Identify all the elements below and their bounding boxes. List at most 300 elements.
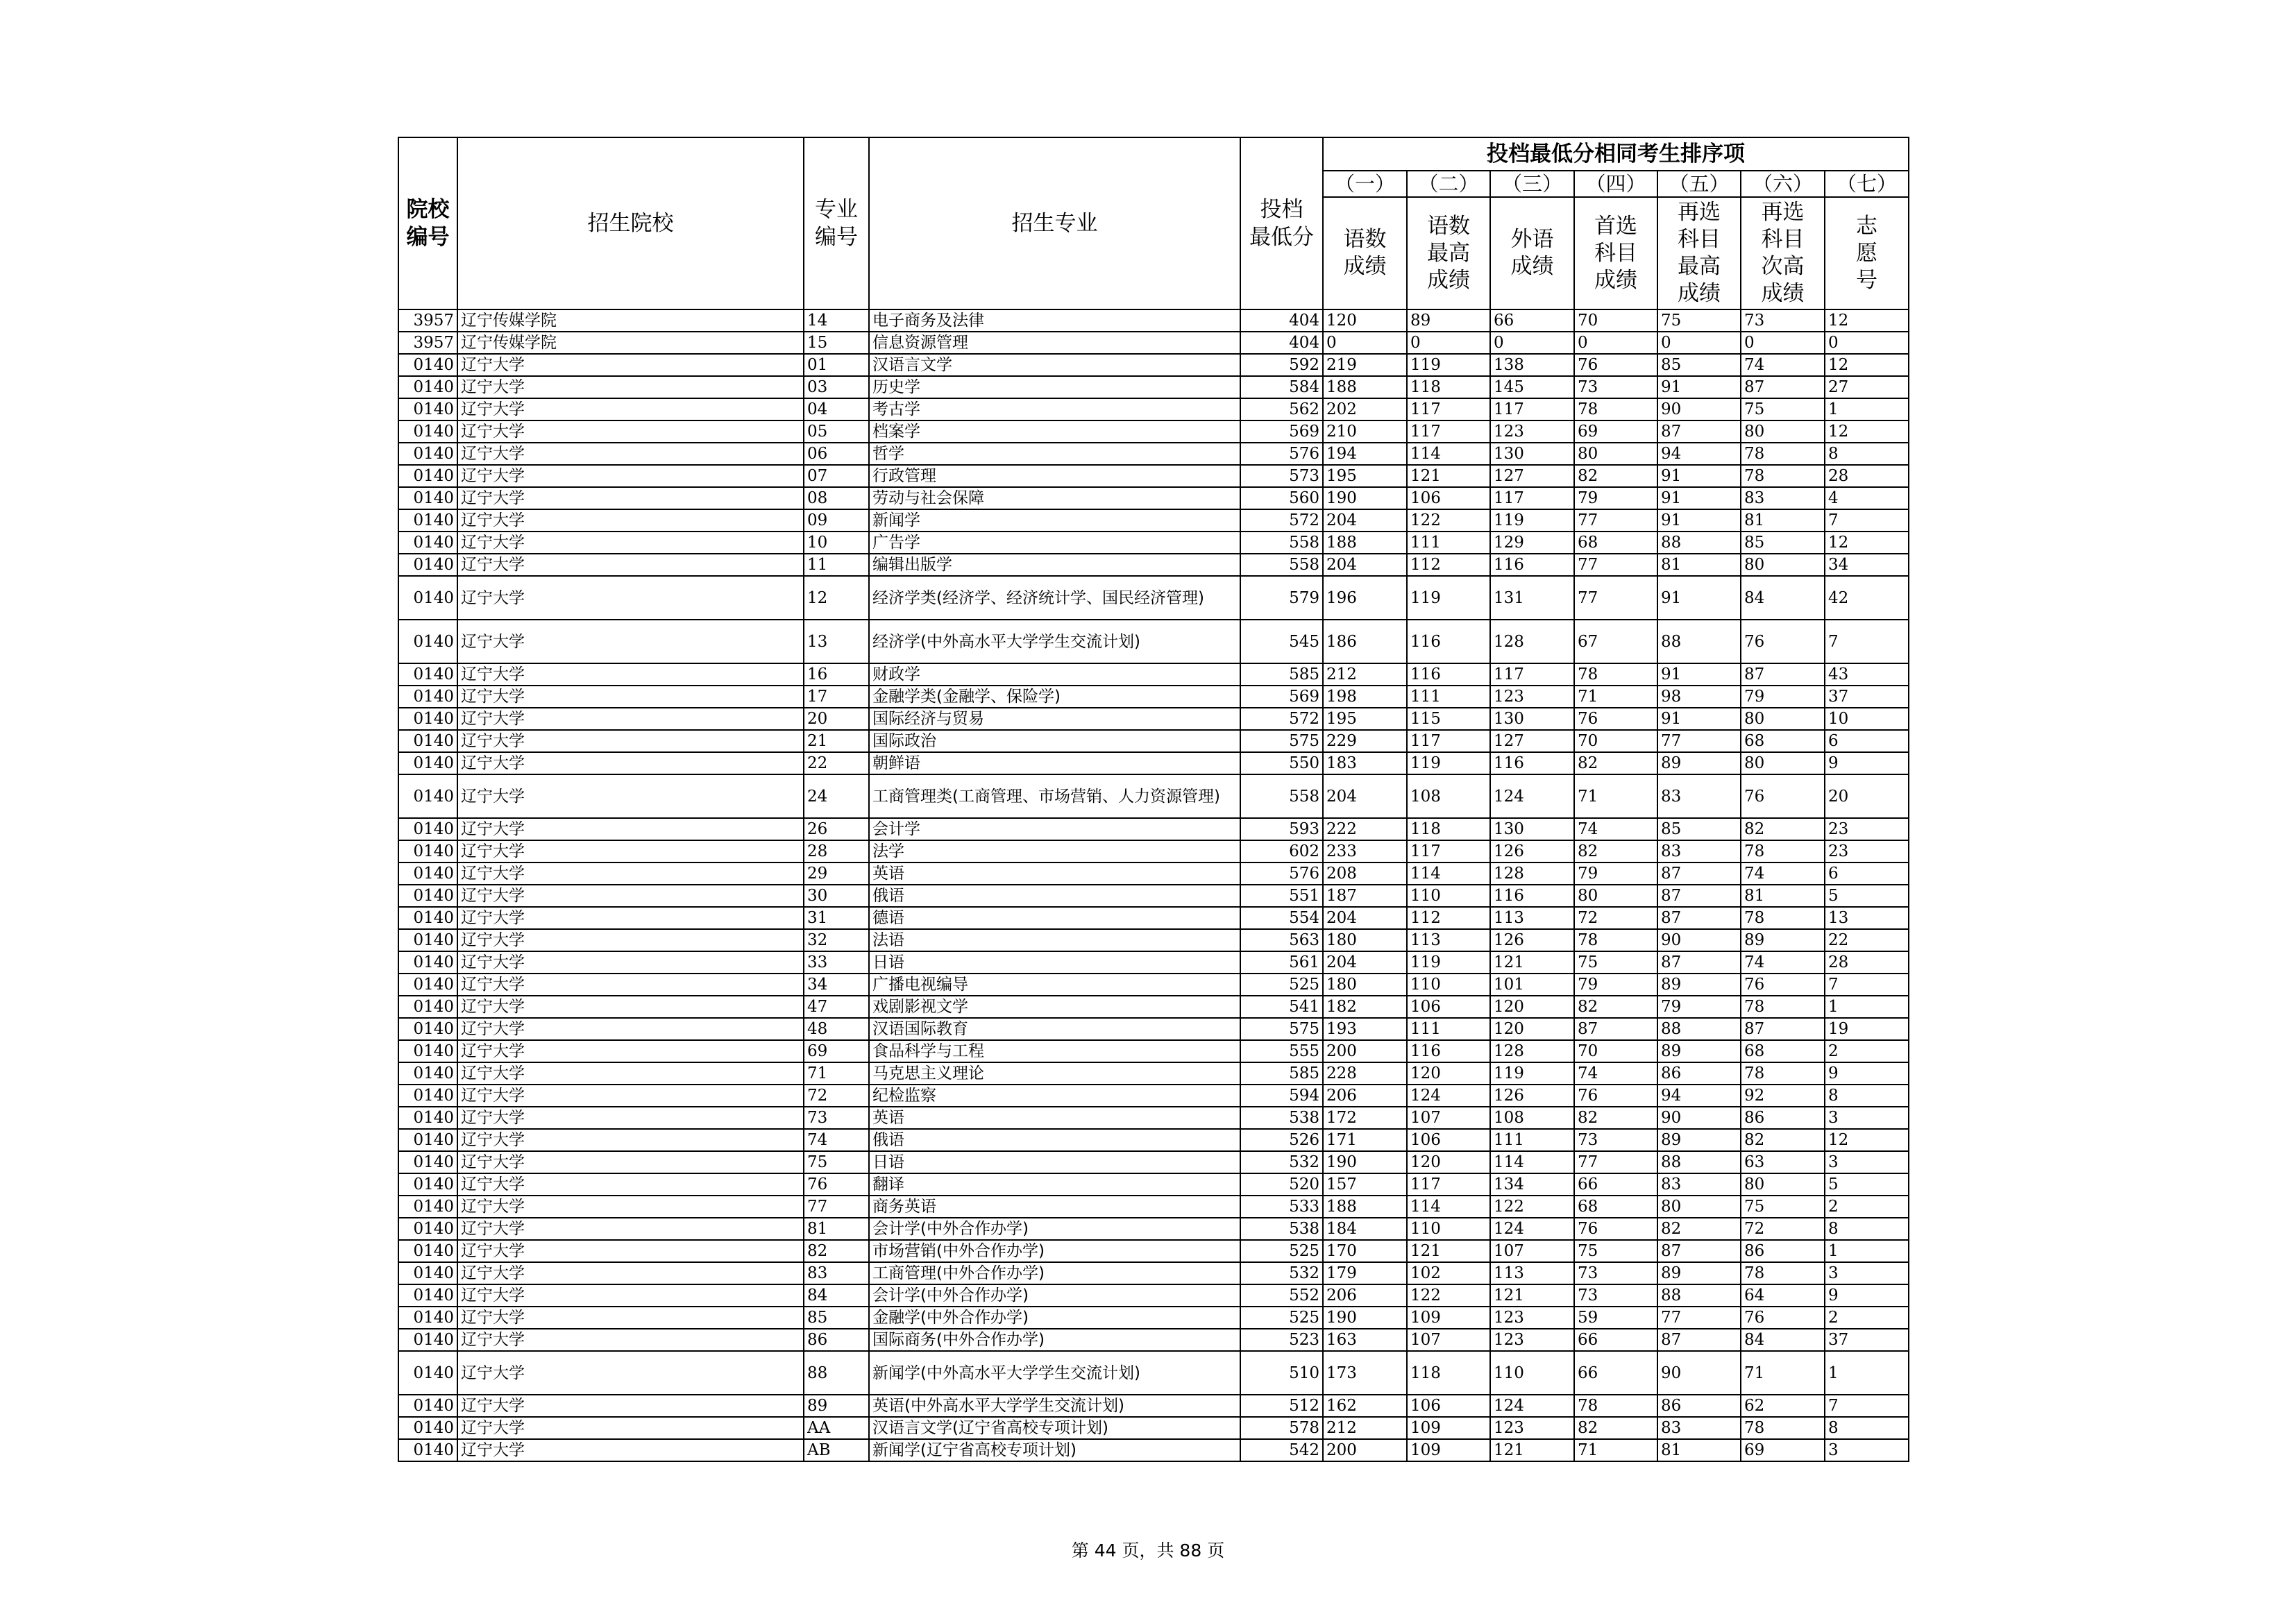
school-code-cell: 0140 [398,1173,457,1196]
order2-cell: 108 [1407,774,1490,818]
order6-cell: 78 [1741,443,1825,465]
order3-cell: 126 [1490,840,1574,863]
major-name-cell: 新闻学 [869,509,1240,532]
school-code-cell: 0140 [398,708,457,730]
order4-cell: 82 [1574,1107,1657,1129]
order2-cell: 120 [1407,1151,1490,1173]
table-row [398,1173,1909,1196]
school-code-cell: 0140 [398,863,457,885]
school-code-cell: 0140 [398,1196,457,1218]
order7-cell: 13 [1825,907,1909,929]
table-row [398,730,1909,752]
order5-cell: 98 [1657,686,1741,708]
school-name-cell: 辽宁大学 [457,465,804,487]
order3-cell: 124 [1490,774,1574,818]
table-row [398,1262,1909,1284]
order2-cell: 116 [1407,620,1490,663]
header-sub-2: 语数 最高 成绩 [1407,197,1490,309]
order1-cell: 188 [1323,532,1407,554]
major-code-cell: 33 [804,951,869,974]
order4-cell: 78 [1574,929,1657,951]
order2-cell: 120 [1407,1062,1490,1085]
order1-cell: 206 [1323,1284,1407,1307]
major-name-cell: 广告学 [869,532,1240,554]
order5-cell: 87 [1657,951,1741,974]
major-code-cell: 73 [804,1107,869,1129]
major-code-cell: 01 [804,354,869,376]
major-code-cell: 72 [804,1085,869,1107]
order4-cell: 73 [1574,1284,1657,1307]
order5-cell: 87 [1657,1240,1741,1262]
major-name-cell: 行政管理 [869,465,1240,487]
order6-cell: 81 [1741,885,1825,907]
order1-cell: 184 [1323,1218,1407,1240]
min-score-cell: 404 [1240,332,1323,354]
school-code-cell: 0140 [398,1085,457,1107]
header-sub-1: 语数 成绩 [1323,197,1407,309]
order3-cell: 131 [1490,576,1574,620]
school-code-cell: 0140 [398,554,457,576]
order5-cell: 90 [1657,398,1741,420]
school-code-cell: 0140 [398,1240,457,1262]
major-code-cell: 26 [804,818,869,840]
order5-cell: 91 [1657,663,1741,686]
order2-cell: 121 [1407,465,1490,487]
order7-cell: 42 [1825,576,1909,620]
school-code-cell: 0140 [398,951,457,974]
major-name-cell: 新闻学(辽宁省高校专项计划) [869,1439,1240,1461]
school-code-cell: 0140 [398,1395,457,1417]
min-score-cell: 573 [1240,465,1323,487]
major-code-cell: 05 [804,420,869,443]
order2-cell: 116 [1407,663,1490,686]
order1-cell: 204 [1323,951,1407,974]
order2-cell: 110 [1407,974,1490,996]
table-row [398,509,1909,532]
order4-cell: 74 [1574,818,1657,840]
order1-cell: 170 [1323,1240,1407,1262]
order1-cell: 163 [1323,1329,1407,1351]
min-score-cell: 584 [1240,376,1323,398]
order3-cell: 117 [1490,663,1574,686]
school-name-cell: 辽宁大学 [457,774,804,818]
order1-cell: 173 [1323,1351,1407,1395]
school-name-cell: 辽宁大学 [457,885,804,907]
table-row [398,1284,1909,1307]
order5-cell: 89 [1657,1040,1741,1062]
order3-cell: 119 [1490,509,1574,532]
order7-cell: 8 [1825,443,1909,465]
school-code-cell: 0140 [398,398,457,420]
order5-cell: 83 [1657,840,1741,863]
order2-cell: 119 [1407,354,1490,376]
order6-cell: 78 [1741,465,1825,487]
order5-cell: 89 [1657,974,1741,996]
school-name-cell: 辽宁大学 [457,840,804,863]
major-code-cell: 28 [804,840,869,863]
major-name-cell: 新闻学(中外高水平大学学生交流计划) [869,1351,1240,1395]
order5-cell: 87 [1657,863,1741,885]
order1-cell: 229 [1323,730,1407,752]
min-score-cell: 404 [1240,309,1323,332]
major-name-cell: 马克思主义理论 [869,1062,1240,1085]
major-name-cell: 法学 [869,840,1240,863]
school-code-cell: 0140 [398,885,457,907]
order1-cell: 183 [1323,752,1407,774]
order2-cell: 119 [1407,752,1490,774]
major-code-cell: 69 [804,1040,869,1062]
min-score-cell: 558 [1240,774,1323,818]
order4-cell: 66 [1574,1351,1657,1395]
school-code-cell: 0140 [398,1129,457,1151]
major-code-cell: 17 [804,686,869,708]
major-name-cell: 广播电视编导 [869,974,1240,996]
table-row [398,1129,1909,1151]
order1-cell: 190 [1323,1307,1407,1329]
order2-cell: 110 [1407,885,1490,907]
order2-cell: 110 [1407,1218,1490,1240]
order1-cell: 190 [1323,487,1407,509]
table-row [398,929,1909,951]
school-code-cell: 3957 [398,309,457,332]
min-score-cell: 512 [1240,1395,1323,1417]
order7-cell: 5 [1825,885,1909,907]
table-row [398,309,1909,332]
order5-cell: 82 [1657,1218,1741,1240]
min-score-cell: 561 [1240,951,1323,974]
order6-cell: 71 [1741,1351,1825,1395]
school-name-cell: 辽宁大学 [457,398,804,420]
major-name-cell: 历史学 [869,376,1240,398]
order5-cell: 0 [1657,332,1741,354]
school-name-cell: 辽宁大学 [457,1196,804,1218]
order1-cell: 190 [1323,1151,1407,1173]
major-name-cell: 英语(中外高水平大学学生交流计划) [869,1395,1240,1417]
order3-cell: 116 [1490,885,1574,907]
school-code-cell: 0140 [398,1040,457,1062]
major-name-cell: 档案学 [869,420,1240,443]
major-code-cell: 76 [804,1173,869,1196]
table-row [398,554,1909,576]
major-name-cell: 工商管理(中外合作办学) [869,1262,1240,1284]
order1-cell: 210 [1323,420,1407,443]
order4-cell: 73 [1574,376,1657,398]
order5-cell: 83 [1657,1417,1741,1439]
school-name-cell: 辽宁传媒学院 [457,332,804,354]
order4-cell: 78 [1574,398,1657,420]
school-code-cell: 0140 [398,509,457,532]
major-code-cell: AA [804,1417,869,1439]
school-code-cell: 0140 [398,376,457,398]
header-tiebreak-group: 投档最低分相同考生排序项 [1323,137,1909,171]
order7-cell: 12 [1825,309,1909,332]
order7-cell: 8 [1825,1417,1909,1439]
order7-cell: 8 [1825,1218,1909,1240]
order3-cell: 128 [1490,1040,1574,1062]
order2-cell: 113 [1407,929,1490,951]
order1-cell: 228 [1323,1062,1407,1085]
order6-cell: 78 [1741,907,1825,929]
major-name-cell: 汉语言文学 [869,354,1240,376]
major-name-cell: 编辑出版学 [869,554,1240,576]
school-name-cell: 辽宁大学 [457,354,804,376]
order7-cell: 7 [1825,1395,1909,1417]
order4-cell: 82 [1574,996,1657,1018]
order7-cell: 3 [1825,1151,1909,1173]
order5-cell: 91 [1657,465,1741,487]
major-name-cell: 俄语 [869,885,1240,907]
order7-cell: 3 [1825,1439,1909,1461]
order2-cell: 111 [1407,532,1490,554]
school-name-cell: 辽宁传媒学院 [457,309,804,332]
min-score-cell: 592 [1240,354,1323,376]
school-code-cell: 0140 [398,1151,457,1173]
order6-cell: 84 [1741,1329,1825,1351]
major-code-cell: 09 [804,509,869,532]
table-body [398,309,1909,1461]
order6-cell: 76 [1741,620,1825,663]
order7-cell: 10 [1825,708,1909,730]
order1-cell: 180 [1323,929,1407,951]
school-name-cell: 辽宁大学 [457,554,804,576]
table-row [398,863,1909,885]
order4-cell: 70 [1574,1040,1657,1062]
school-code-cell: 0140 [398,1062,457,1085]
major-code-cell: 75 [804,1151,869,1173]
order4-cell: 75 [1574,1240,1657,1262]
order4-cell: 82 [1574,1417,1657,1439]
major-code-cell: 08 [804,487,869,509]
order7-cell: 4 [1825,487,1909,509]
order7-cell: 28 [1825,465,1909,487]
order1-cell: 222 [1323,818,1407,840]
min-score-cell: 554 [1240,907,1323,929]
order4-cell: 77 [1574,554,1657,576]
order2-cell: 115 [1407,708,1490,730]
order3-cell: 130 [1490,443,1574,465]
min-score-cell: 551 [1240,885,1323,907]
school-name-cell: 辽宁大学 [457,532,804,554]
major-code-cell: 88 [804,1351,869,1395]
order3-cell: 107 [1490,1240,1574,1262]
major-name-cell: 国际政治 [869,730,1240,752]
order6-cell: 75 [1741,1196,1825,1218]
order4-cell: 79 [1574,487,1657,509]
major-code-cell: 07 [804,465,869,487]
major-code-cell: 24 [804,774,869,818]
min-score-cell: 579 [1240,576,1323,620]
table-row [398,1351,1909,1395]
header-order-7: （七） [1825,171,1909,197]
major-code-cell: 16 [804,663,869,686]
school-name-cell: 辽宁大学 [457,996,804,1018]
table-row [398,1307,1909,1329]
order3-cell: 123 [1490,1307,1574,1329]
school-name-cell: 辽宁大学 [457,1040,804,1062]
major-name-cell: 市场营销(中外合作办学) [869,1240,1240,1262]
min-score-cell: 555 [1240,1040,1323,1062]
school-code-cell: 0140 [398,354,457,376]
table-header [398,137,1909,309]
school-code-cell: 0140 [398,487,457,509]
major-code-cell: AB [804,1439,869,1461]
major-code-cell: 04 [804,398,869,420]
table-row [398,774,1909,818]
min-score-cell: 576 [1240,443,1323,465]
header-order-6: （六） [1741,171,1825,197]
school-name-cell: 辽宁大学 [457,974,804,996]
major-code-cell: 83 [804,1262,869,1284]
order5-cell: 87 [1657,885,1741,907]
order5-cell: 86 [1657,1395,1741,1417]
major-code-cell: 31 [804,907,869,929]
min-score-cell: 558 [1240,554,1323,576]
order5-cell: 91 [1657,376,1741,398]
order6-cell: 87 [1741,376,1825,398]
order1-cell: 172 [1323,1107,1407,1129]
order1-cell: 187 [1323,885,1407,907]
order1-cell: 204 [1323,509,1407,532]
min-score-cell: 532 [1240,1262,1323,1284]
order2-cell: 109 [1407,1439,1490,1461]
major-name-cell: 考古学 [869,398,1240,420]
min-score-cell: 520 [1240,1173,1323,1196]
major-code-cell: 71 [804,1062,869,1085]
order2-cell: 118 [1407,1351,1490,1395]
order6-cell: 76 [1741,774,1825,818]
order5-cell: 89 [1657,1262,1741,1284]
order5-cell: 80 [1657,1196,1741,1218]
order7-cell: 5 [1825,1173,1909,1196]
table-row [398,1439,1909,1461]
school-code-cell: 0140 [398,443,457,465]
table-row [398,663,1909,686]
order5-cell: 83 [1657,774,1741,818]
order5-cell: 77 [1657,1307,1741,1329]
order6-cell: 76 [1741,974,1825,996]
order6-cell: 82 [1741,818,1825,840]
min-score-cell: 550 [1240,752,1323,774]
order1-cell: 233 [1323,840,1407,863]
table-row [398,487,1909,509]
school-name-cell: 辽宁大学 [457,929,804,951]
order6-cell: 86 [1741,1107,1825,1129]
order6-cell: 80 [1741,554,1825,576]
order3-cell: 138 [1490,354,1574,376]
min-score-cell: 563 [1240,929,1323,951]
order3-cell: 134 [1490,1173,1574,1196]
order4-cell: 78 [1574,1395,1657,1417]
school-name-cell: 辽宁大学 [457,907,804,929]
order5-cell: 87 [1657,420,1741,443]
school-code-cell: 0140 [398,1417,457,1439]
order7-cell: 1 [1825,1351,1909,1395]
header-major-code: 专业 编号 [804,137,869,309]
order3-cell: 127 [1490,465,1574,487]
order4-cell: 70 [1574,730,1657,752]
order2-cell: 114 [1407,1196,1490,1218]
order6-cell: 76 [1741,1307,1825,1329]
school-name-cell: 辽宁大学 [457,1284,804,1307]
order7-cell: 2 [1825,1196,1909,1218]
order1-cell: 206 [1323,1085,1407,1107]
order6-cell: 92 [1741,1085,1825,1107]
major-name-cell: 朝鲜语 [869,752,1240,774]
order7-cell: 12 [1825,354,1909,376]
table-row [398,620,1909,663]
table-row [398,1040,1909,1062]
order2-cell: 114 [1407,443,1490,465]
order4-cell: 87 [1574,1018,1657,1040]
order6-cell: 68 [1741,730,1825,752]
school-name-cell: 辽宁大学 [457,863,804,885]
order7-cell: 3 [1825,1262,1909,1284]
order4-cell: 76 [1574,708,1657,730]
order4-cell: 82 [1574,465,1657,487]
order4-cell: 77 [1574,509,1657,532]
order6-cell: 78 [1741,1262,1825,1284]
major-name-cell: 德语 [869,907,1240,929]
table-row [398,576,1909,620]
order1-cell: 162 [1323,1395,1407,1417]
major-name-cell: 经济学(中外高水平大学学生交流计划) [869,620,1240,663]
order2-cell: 106 [1407,487,1490,509]
order5-cell: 85 [1657,818,1741,840]
order4-cell: 68 [1574,532,1657,554]
order2-cell: 116 [1407,1040,1490,1062]
order5-cell: 79 [1657,996,1741,1018]
order4-cell: 71 [1574,774,1657,818]
order4-cell: 74 [1574,1062,1657,1085]
min-score-cell: 575 [1240,730,1323,752]
school-name-cell: 辽宁大学 [457,1018,804,1040]
order4-cell: 71 [1574,686,1657,708]
order5-cell: 75 [1657,309,1741,332]
order6-cell: 62 [1741,1395,1825,1417]
order3-cell: 126 [1490,929,1574,951]
min-score-cell: 593 [1240,818,1323,840]
order3-cell: 113 [1490,1262,1574,1284]
order5-cell: 88 [1657,1284,1741,1307]
order6-cell: 81 [1741,509,1825,532]
table-row [398,996,1909,1018]
table-row [398,885,1909,907]
major-name-cell: 经济学类(经济学、经济统计学、国民经济管理) [869,576,1240,620]
major-code-cell: 89 [804,1395,869,1417]
order2-cell: 117 [1407,840,1490,863]
table-row [398,443,1909,465]
header-order-3: （三） [1490,171,1574,197]
major-name-cell: 劳动与社会保障 [869,487,1240,509]
order3-cell: 111 [1490,1129,1574,1151]
school-name-cell: 辽宁大学 [457,1439,804,1461]
order1-cell: 204 [1323,774,1407,818]
order3-cell: 130 [1490,818,1574,840]
order7-cell: 1 [1825,996,1909,1018]
min-score-cell: 510 [1240,1351,1323,1395]
school-name-cell: 辽宁大学 [457,1351,804,1395]
order6-cell: 74 [1741,354,1825,376]
order7-cell: 3 [1825,1107,1909,1129]
order5-cell: 88 [1657,620,1741,663]
order2-cell: 119 [1407,951,1490,974]
order2-cell: 117 [1407,398,1490,420]
header-school: 招生院校 [457,137,804,309]
school-code-cell: 0140 [398,1439,457,1461]
order1-cell: 195 [1323,465,1407,487]
school-code-cell: 0140 [398,620,457,663]
order2-cell: 109 [1407,1307,1490,1329]
